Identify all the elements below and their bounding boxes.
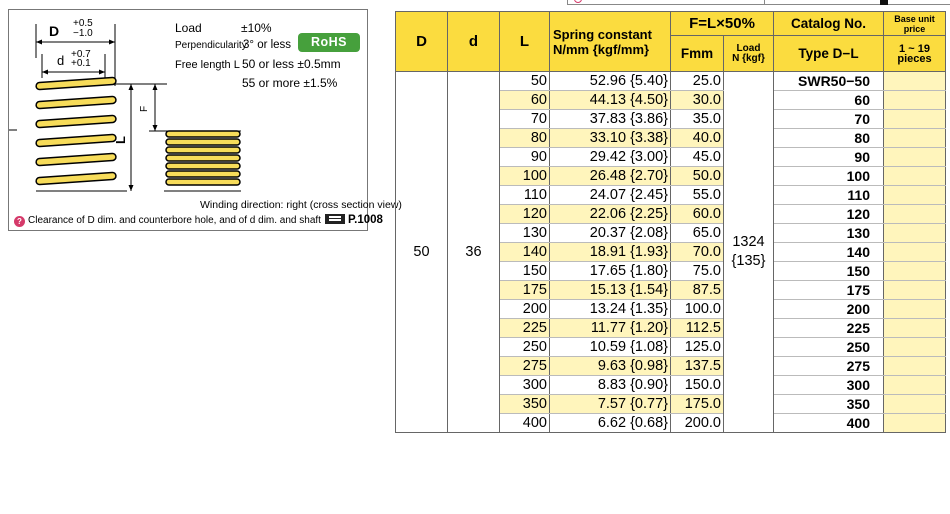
cell-load: [724, 72, 774, 433]
header-load: [724, 36, 774, 72]
warning-circle-icon: ?: [14, 216, 25, 227]
cell-spring-constant: 13.24 {1.35}: [550, 300, 671, 319]
cell-fmm: 45.0: [671, 148, 724, 167]
free-length-value-2: 55 or more ±1.5%: [242, 76, 338, 90]
cell-spring-constant: 9.63 {0.98}: [550, 357, 671, 376]
cell-spring-constant: 8.83 {0.90}: [550, 376, 671, 395]
cell-price: [884, 262, 946, 281]
cell-catalog-no: 140: [774, 243, 884, 262]
cell-L: 140: [500, 243, 550, 262]
cell-catalog-no: 300: [774, 376, 884, 395]
cell-price: [884, 357, 946, 376]
D-tolerance-upper: +0.5: [73, 18, 93, 29]
table-row: [396, 72, 946, 91]
cell-catalog-no: 90: [774, 148, 884, 167]
cell-d: 36: [448, 72, 500, 433]
header-quantity-line1: 1 ~ 19: [899, 42, 930, 55]
cell-catalog-no: 200: [774, 300, 884, 319]
cell-catalog-no: 400: [774, 414, 884, 433]
perpendicularity-value: 3° or less: [243, 39, 292, 51]
cell-spring-constant: 15.13 {1.54}: [550, 281, 671, 300]
cell-spring-constant: 37.83 {3.86}: [550, 110, 671, 129]
header-f-formula: F=L×50%: [671, 12, 774, 36]
cell-catalog-no: 70: [774, 110, 884, 129]
header-spring-constant: [550, 12, 671, 72]
load-value: ±10%: [241, 21, 272, 35]
cell-catalog-no: 120: [774, 205, 884, 224]
cell-catalog-no: 225: [774, 319, 884, 338]
cell-spring-constant: 26.48 {2.70}: [550, 167, 671, 186]
cell-price: [884, 281, 946, 300]
cell-spring-constant: 18.91 {1.93}: [550, 243, 671, 262]
cell-price: [884, 91, 946, 110]
cell-L: 300: [500, 376, 550, 395]
cell-spring-constant: 7.57 {0.77}: [550, 395, 671, 414]
D-tolerance-lower: −1.0: [73, 28, 93, 39]
cell-fmm: 200.0: [671, 414, 724, 433]
spec-panel: [8, 9, 402, 231]
header-quantity-line2: pieces: [897, 52, 932, 65]
strip-divider: [764, 0, 765, 5]
cell-L: 50: [500, 72, 550, 91]
cell-load-newton: 1324: [732, 234, 765, 250]
cell-price: [884, 414, 946, 433]
cell-price: [884, 224, 946, 243]
cell-catalog-no: 275: [774, 357, 884, 376]
cell-D: 50: [396, 72, 448, 433]
header-quantity: [884, 36, 946, 72]
cell-L: 150: [500, 262, 550, 281]
cell-spring-constant: 20.37 {2.08}: [550, 224, 671, 243]
L-dimension-label: L: [112, 136, 128, 144]
cell-L: 100: [500, 167, 550, 186]
cell-catalog-no: 350: [774, 395, 884, 414]
load-label: Load: [175, 21, 202, 35]
d-tolerance-lower: +0.1: [71, 58, 91, 69]
cell-L: 60: [500, 91, 550, 110]
cell-L: 120: [500, 205, 550, 224]
spring-spec-table: [395, 11, 946, 433]
top-header-strip: [567, 0, 950, 5]
cell-fmm: 35.0: [671, 110, 724, 129]
header-catalog-no: Catalog No.: [774, 12, 884, 36]
cell-price: [884, 376, 946, 395]
cell-L: 130: [500, 224, 550, 243]
winding-direction-note: Winding direction: right (cross section view): [200, 199, 402, 211]
table-body: [396, 72, 946, 433]
cell-fmm: 112.5: [671, 319, 724, 338]
perpendicularity-label: Perpendicularity: [175, 40, 247, 51]
header-type: Type D−L: [774, 36, 884, 72]
cell-fmm: 175.0: [671, 395, 724, 414]
clearance-note: [14, 213, 383, 228]
cell-spring-constant: 24.07 {2.45}: [550, 186, 671, 205]
cell-fmm: 50.0: [671, 167, 724, 186]
header-fmm: Fmm: [671, 36, 724, 72]
header-base-unit-price: Base unit price: [884, 12, 946, 36]
cell-L: 110: [500, 186, 550, 205]
header-D: D: [396, 12, 448, 72]
cell-price: [884, 319, 946, 338]
cell-catalog-no: 60: [774, 91, 884, 110]
d-tolerance-upper: +0.7: [71, 49, 91, 60]
cell-spring-constant: 33.10 {3.38}: [550, 129, 671, 148]
cell-L: 275: [500, 357, 550, 376]
cell-fmm: 87.5: [671, 281, 724, 300]
cell-catalog-no: 250: [774, 338, 884, 357]
cell-L: 90: [500, 148, 550, 167]
cell-spring-constant: 44.13 {4.50}: [550, 91, 671, 110]
cell-spring-constant: 10.59 {1.08}: [550, 338, 671, 357]
cell-spring-constant: 22.06 {2.25}: [550, 205, 671, 224]
cell-catalog-no: 130: [774, 224, 884, 243]
cell-fmm: 60.0: [671, 205, 724, 224]
cell-fmm: 150.0: [671, 376, 724, 395]
cell-price: [884, 338, 946, 357]
d-dimension-label: d: [57, 53, 65, 68]
cell-L: 175: [500, 281, 550, 300]
cell-catalog-no: 150: [774, 262, 884, 281]
cell-price: [884, 300, 946, 319]
cell-catalog-no: 80: [774, 129, 884, 148]
cell-fmm: 75.0: [671, 262, 724, 281]
clearance-text: Clearance of D dim. and counterbore hole, and of d dim. and shaft: [28, 215, 321, 226]
header-spring-constant-line1: Spring constant: [553, 26, 652, 42]
cell-L: 70: [500, 110, 550, 129]
cell-L: 250: [500, 338, 550, 357]
warning-circle-icon: [574, 0, 582, 3]
cell-fmm: 65.0: [671, 224, 724, 243]
cell-L: 350: [500, 395, 550, 414]
header-load-line1: Load: [736, 42, 761, 54]
cell-L: 200: [500, 300, 550, 319]
cell-price: [884, 129, 946, 148]
cell-fmm: 70.0: [671, 243, 724, 262]
catalog-book-icon: [880, 0, 888, 5]
cell-fmm: 30.0: [671, 91, 724, 110]
cell-price: [884, 186, 946, 205]
cell-fmm: 55.0: [671, 186, 724, 205]
cell-L: 80: [500, 129, 550, 148]
cell-price: [884, 243, 946, 262]
header-L: L: [500, 12, 550, 72]
cell-spring-constant: 52.96 {5.40}: [550, 72, 671, 91]
catalog-book-icon: [325, 214, 345, 224]
cell-catalog-no: SWR50−50: [774, 72, 884, 91]
cell-catalog-no: 175: [774, 281, 884, 300]
header-spring-constant-line2: N/mm {kgf/mm}: [553, 41, 650, 57]
cell-catalog-no: 110: [774, 186, 884, 205]
cell-fmm: 137.5: [671, 357, 724, 376]
cell-spring-constant: 29.42 {3.00}: [550, 148, 671, 167]
cell-catalog-no: 100: [774, 167, 884, 186]
cell-spring-constant: 11.77 {1.20}: [550, 319, 671, 338]
cell-price: [884, 148, 946, 167]
cell-price: [884, 110, 946, 129]
header-d: d: [448, 12, 500, 72]
cell-L: 225: [500, 319, 550, 338]
cell-spring-constant: 6.62 {0.68}: [550, 414, 671, 433]
cell-load-kgf: {135}: [731, 253, 766, 269]
rohs-badge: RoHS: [298, 33, 360, 52]
cell-price: [884, 205, 946, 224]
cell-fmm: 40.0: [671, 129, 724, 148]
cell-price: [884, 167, 946, 186]
cell-fmm: 25.0: [671, 72, 724, 91]
page-reference-link[interactable]: P.1008: [347, 214, 383, 226]
cell-fmm: 100.0: [671, 300, 724, 319]
cell-fmm: 125.0: [671, 338, 724, 357]
cell-price: [884, 72, 946, 91]
header-load-line2: N {kgf}: [732, 52, 765, 64]
free-length-label: Free length L: [175, 59, 240, 71]
free-length-value-1: 50 or less ±0.5mm: [242, 57, 341, 71]
cell-price: [884, 395, 946, 414]
F-dimension-label: F: [139, 105, 151, 113]
cell-spring-constant: 17.65 {1.80}: [550, 262, 671, 281]
D-dimension-label: D: [49, 23, 60, 39]
cell-L: 400: [500, 414, 550, 433]
